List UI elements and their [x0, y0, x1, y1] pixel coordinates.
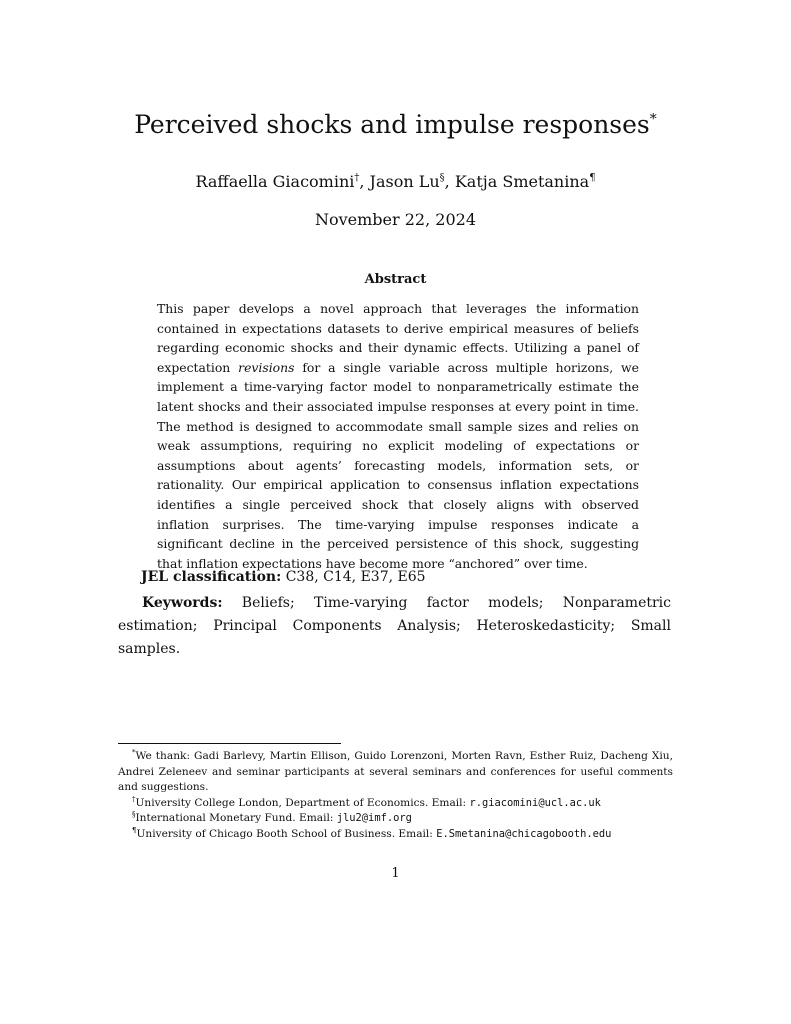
- footnote-mark: †: [132, 794, 136, 803]
- footnote-text: University of Chicago Booth School of Business. Email:: [136, 827, 437, 840]
- author-list: [0, 172, 791, 191]
- author-footnote-mark: §: [439, 172, 445, 184]
- paper-date: November 22, 2024: [314, 210, 476, 229]
- title-footnote-mark: *: [649, 111, 657, 128]
- jel-classification: [141, 569, 681, 585]
- footnote-mark: *: [132, 748, 136, 757]
- jel-label: JEL classification:: [141, 569, 282, 585]
- footnote-rule: [118, 743, 341, 744]
- keywords-label: Keywords:: [142, 595, 223, 611]
- footnote-mark: ¶: [132, 825, 137, 834]
- footnotes: [118, 749, 673, 842]
- email-link[interactable]: jlu2@imf.org: [336, 812, 412, 824]
- author-footnote-mark: †: [354, 172, 360, 184]
- author-separator: ,: [444, 172, 455, 191]
- abstract-text-part1: This paper develops a novel approach that leverages the information contained in expectations datasets to derive empirical measures of beliefs regarding economic shocks and their dynamic effects. Utilizing a panel of expectation: [157, 301, 639, 375]
- abstract-text-part2: for a single variable across multiple horizons, we implement a time-varying factor model to nonparametrically estimate the latent shocks and their associated impulse responses at every point in time. The method is designed to accommodate small sample sizes and relies on weak assumptions, requiring no explicit modeling of expectations or assumptions about agents’ forecasting models, information sets, or rationality. Our empirical application to consensus inflation expectations identifies a single perceived shock that closely aligns with observed inflation surprises. The time-varying impulse responses indicate a significant decline in the perceived persistence of this shock, suggesting that inflation expectations have become more “anchored” over time.: [157, 359, 639, 571]
- footnote-mark: §: [132, 810, 136, 819]
- jel-codes: C38, C14, E37, E65: [281, 569, 426, 585]
- abstract-heading: Abstract: [364, 272, 427, 287]
- keywords-list: Beliefs; Time-varying factor models; Nonparametric estimation; Principal Components Analysis; Heteroskedasticity; Small samples.: [118, 595, 671, 657]
- email-link[interactable]: E.Smetanina@chicagobooth.edu: [436, 827, 612, 840]
- footnote-affiliation: [118, 827, 673, 843]
- page-number: 1: [391, 866, 400, 881]
- title-text: Perceived shocks and impulse responses: [134, 110, 650, 139]
- keywords: [118, 592, 671, 661]
- author-name: Katja Smetanina: [454, 172, 590, 191]
- email-link[interactable]: r.giacomini@ucl.ac.uk: [469, 796, 601, 809]
- footnote-affiliation: [118, 811, 673, 827]
- author-name: Jason Lu: [369, 172, 440, 191]
- footnote-text: International Monetary Fund. Email:: [135, 812, 337, 824]
- author-separator: ,: [359, 172, 370, 191]
- author-footnote-mark: ¶: [589, 172, 596, 184]
- footnote-text: University College London, Department of Economics. Email:: [135, 796, 470, 809]
- abstract-emphasis: revisions: [238, 359, 295, 375]
- footnote-acknowledgements: [118, 749, 673, 796]
- footnote-affiliation: [118, 796, 673, 812]
- abstract-body: [157, 299, 639, 573]
- footnote-text: We thank: Gadi Barlevy, Martin Ellison, Guido Lorenzoni, Morten Ravn, Esther Ruiz, Dacheng Xiu, Andrei Zeleneev and seminar participants at several seminars and conferences for useful comments and suggestions.: [118, 750, 673, 793]
- paper-title: [0, 110, 791, 139]
- author-name: Raffaella Giacomini: [195, 172, 355, 191]
